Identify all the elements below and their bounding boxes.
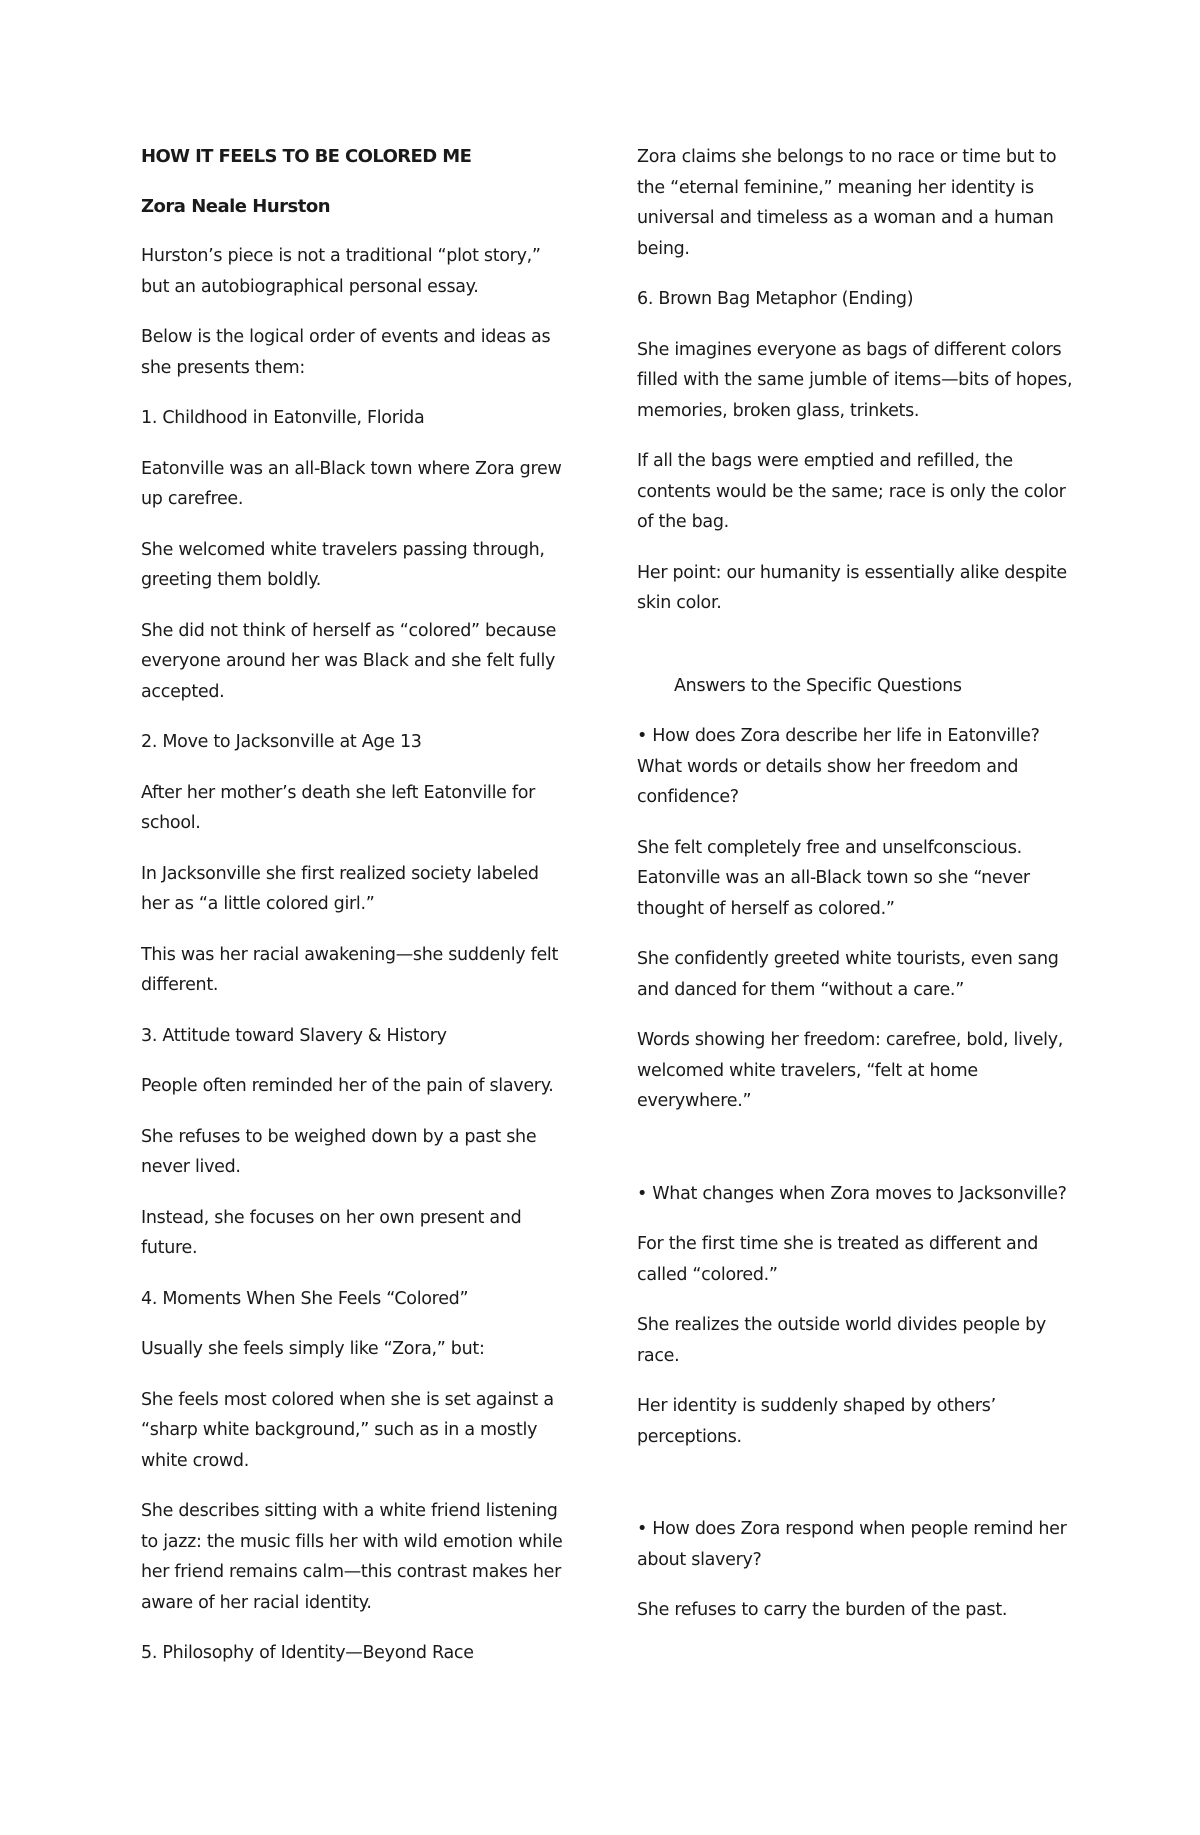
paragraph: She did not think of herself as “colored” because everyone around her was Black and she felt fully accepted. bbox=[141, 620, 557, 702]
section-heading: 3. Attitude toward Slavery & History bbox=[141, 1025, 447, 1046]
answer-paragraph: She refuses to carry the burden of the past. bbox=[637, 1600, 1008, 1620]
paragraph: In Jacksonville she first realized society labeled her as “a little colored girl.” bbox=[141, 863, 539, 914]
question-3: • How does Zora respond when people remind her about slavery? bbox=[637, 1519, 1067, 1570]
paragraph: Zora claims she belongs to no race or time but to the “eternal feminine,” meaning her identity is universal and timeless as a woman and a human being. bbox=[637, 147, 1057, 259]
question-2: • What changes when Zora moves to Jacksonville? bbox=[637, 1183, 1067, 1204]
section-heading: 5. Philosophy of Identity—Beyond Race bbox=[141, 1643, 474, 1663]
answers-heading: Answers to the Specific Questions bbox=[674, 675, 962, 696]
answer-paragraph: She confidently greeted white tourists, even sang and danced for them “without a care.” bbox=[637, 949, 1059, 1000]
paragraph: If all the bags were emptied and refilled, the contents would be the same; race is only the color of the bag. bbox=[637, 451, 1066, 532]
paragraph: She describes sitting with a white friend listening to jazz: the music fills her with wild emotion while her friend remains calm—this contrast makes her aware of her racial identity. bbox=[141, 1501, 563, 1613]
section-heading: 4. Moments When She Feels “Colored” bbox=[141, 1288, 469, 1309]
paragraph: Hurston’s piece is not a traditional “plot story,” but an autobiographical personal essay. bbox=[141, 246, 541, 297]
paragraph: She imagines everyone as bags of different colors filled with the same jumble of items—bits of hopes, memories, broken glass, trinkets. bbox=[637, 339, 1073, 421]
section-heading: 2. Move to Jacksonville at Age 13 bbox=[141, 732, 422, 752]
answer-paragraph: She realizes the outside world divides people by race. bbox=[637, 1315, 1046, 1366]
paragraph: Below is the logical order of events and ideas as she presents them: bbox=[141, 327, 551, 378]
author-name: Zora Neale Hurston bbox=[141, 195, 331, 217]
paragraph: She refuses to be weighed down by a past she never lived. bbox=[141, 1126, 537, 1177]
left-column bbox=[141, 142, 571, 1689]
paragraph: This was her racial awakening—she suddenly felt different. bbox=[141, 944, 559, 995]
paragraph: People often reminded her of the pain of slavery. bbox=[141, 1076, 554, 1096]
document-title: HOW IT FEELS TO BE COLORED ME bbox=[141, 146, 472, 167]
answer-paragraph: For the first time she is treated as different and called “colored.” bbox=[637, 1234, 1039, 1285]
paragraph: She welcomed white travelers passing through, greeting them boldly. bbox=[141, 539, 545, 590]
answer-paragraph: She felt completely free and unselfconscious. Eatonville was an all-Black town so she “never thought of herself as colored.” bbox=[637, 837, 1030, 919]
paragraph: Instead, she focuses on her own present and future. bbox=[141, 1207, 522, 1258]
paragraph: Eatonville was an all-Black town where Zora grew up carefree. bbox=[141, 458, 562, 509]
paragraph: Her point: our humanity is essentially alike despite skin color. bbox=[637, 562, 1067, 613]
section-heading: 1. Childhood in Eatonville, Florida bbox=[141, 408, 425, 428]
answer-paragraph: Her identity is suddenly shaped by others’ perceptions. bbox=[637, 1396, 996, 1447]
paragraph: After her mother’s death she left Eatonville for school. bbox=[141, 782, 536, 833]
paragraph: Usually she feels simply like “Zora,” but: bbox=[141, 1339, 485, 1359]
paragraph: She feels most colored when she is set against a “sharp white background,” such as in a mostly white crowd. bbox=[141, 1389, 554, 1471]
answer-paragraph: Words showing her freedom: carefree, bold, lively, welcomed white travelers, “felt at home everywhere.” bbox=[637, 1030, 1064, 1111]
section-heading: 6. Brown Bag Metaphor (Ending) bbox=[637, 289, 914, 309]
right-column bbox=[637, 142, 1077, 1646]
question-1: • How does Zora describe her life in Eatonville? What words or details show her freedom and confidence? bbox=[637, 726, 1040, 807]
